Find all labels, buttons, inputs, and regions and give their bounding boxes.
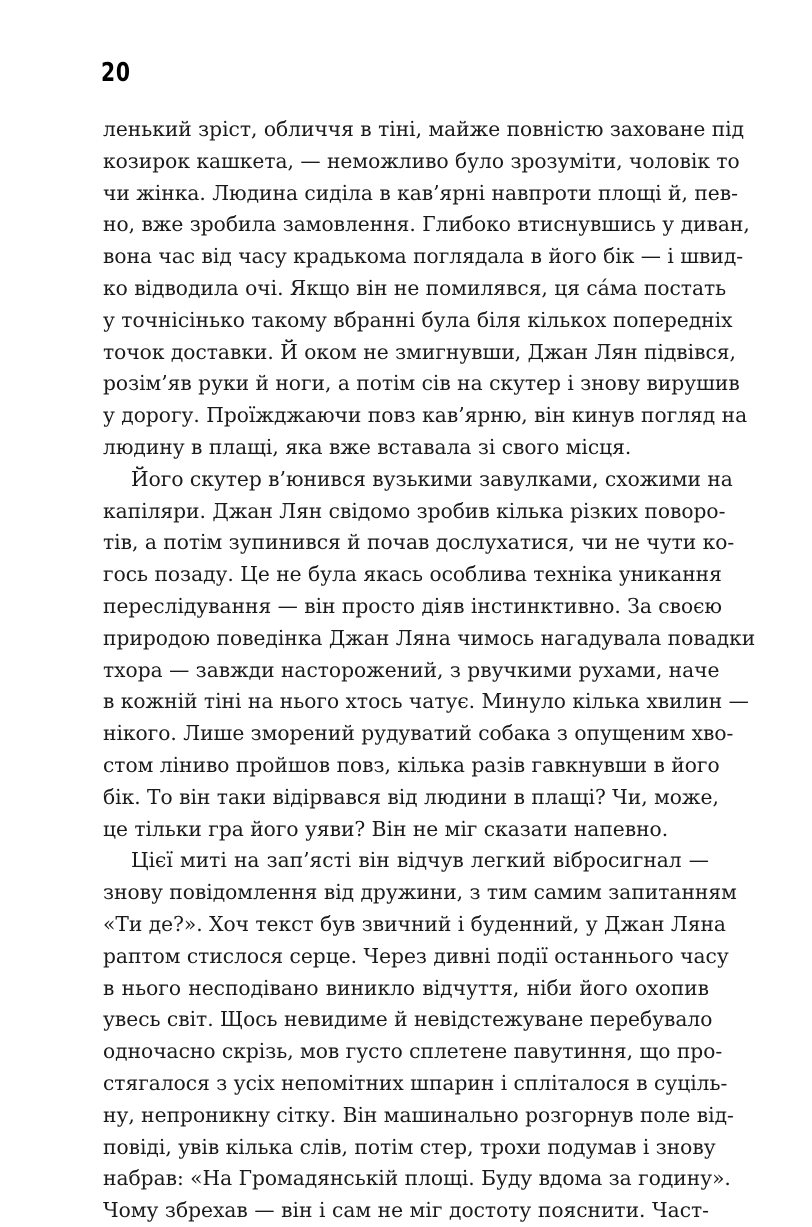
text-line: стом ліниво пройшов повз, кілька разів гавкнувши в його	[103, 752, 720, 777]
text-line: тів, а потім зупинився й почав дослухатися, чи не чути ко-	[103, 530, 735, 555]
text-line: ну, непроникну сітку. Він машинально розгорнув поле від-	[103, 1102, 734, 1127]
text-line: чи жінка. Людина сиділа в кав’ярні навпроти площі й, пев-	[103, 180, 738, 205]
text-line: стягалося з усіх непомітних шпарин і спліталося в суціль-	[103, 1070, 728, 1095]
text-line: «Ти де?». Хоч текст був звичний і буденний, у Джан Ляна	[103, 911, 726, 936]
text-line: Чому збрехав — він і сам не міг достоту пояснити. Част-	[103, 1198, 709, 1223]
text-line: точок доставки. Й оком не змигнувши, Джан Лян підвівся,	[103, 339, 736, 364]
text-line: козирок кашкета, — неможливо було зрозуміти, чоловік то	[103, 148, 740, 173]
text-line: в нього несподівано виникло відчуття, ніби його охопив	[103, 975, 709, 1000]
text-line: ленький зріст, обличчя в тіні, майже повністю заховане під	[103, 117, 745, 141]
body-text	[103, 114, 756, 1227]
text-line: це тільки гра його уяви? Він не міг сказати напевно.	[103, 816, 669, 841]
text-line: раптом стислося серце. Через дивні події останнього часу	[103, 943, 729, 968]
text-line: Цієї миті на зап’ясті він відчув легкий вібросигнал —	[131, 848, 709, 873]
text-line: одночасно скрізь, мов густо сплетене павутиння, що про-	[103, 1039, 723, 1064]
text-line: но, вже зробила замовлення. Глибоко втиснувшись у диван,	[103, 212, 750, 237]
paragraph	[103, 845, 737, 1227]
text-line: ко відводила очі. Якщо він не помилявся, ця сáма постать	[103, 275, 727, 300]
text-line: гось позаду. Це не була якась особлива техніка уникання	[103, 562, 722, 587]
text-line: увесь світ. Щось невидиме й невідстежуване перебувало	[103, 1007, 713, 1032]
text-line: у дорогу. Проїжджаючи повз кав’ярню, він кинув погляд на	[103, 403, 748, 428]
text-line: вона час від часу крадькома поглядала в його бік — і швид-	[103, 244, 744, 269]
paragraph	[103, 114, 750, 464]
text-line: капіляри. Джан Лян свідомо зробив кілька різких поворо-	[103, 498, 726, 523]
text-line: набрав: «На Громадянській площі. Буду вдома за годину».	[103, 1166, 731, 1191]
text-line: бік. То він таки відірвався від людини в плащі? Чи, може,	[103, 784, 719, 809]
paragraph	[103, 464, 756, 846]
text-line: розім’яв руки й ноги, а потім сів на скутер і знову вирушив	[103, 371, 740, 396]
text-line: переслідування — він просто діяв інстинктивно. За своєю	[103, 593, 722, 618]
text-line: природою поведінка Джан Ляна чимось нагадувала повадки	[103, 625, 756, 650]
page-number: 20	[101, 58, 131, 88]
text-line: нікого. Лише зморений рудуватий собака з опущеним хво-	[103, 721, 734, 746]
text-line: тхора — завжди насторожений, з рвучкими рухами, наче	[103, 657, 720, 682]
text-line: у точнісінько такому вбранні була біля кількох попередніх	[103, 307, 733, 332]
text-line: Його скутер в’юнився вузькими завулками, схожими на	[131, 466, 733, 491]
text-line: знову повідомлення від дружини, з тим самим запитанням	[103, 880, 737, 905]
text-line: повіді, увів кілька слів, потім стер, трохи подумав і знову	[103, 1134, 716, 1159]
text-line: людину в плащі, яка вже вставала зі свого місця.	[103, 434, 632, 459]
text-line: в кожній тіні на нього хтось чатує. Минуло кілька хвилин —	[103, 689, 749, 714]
